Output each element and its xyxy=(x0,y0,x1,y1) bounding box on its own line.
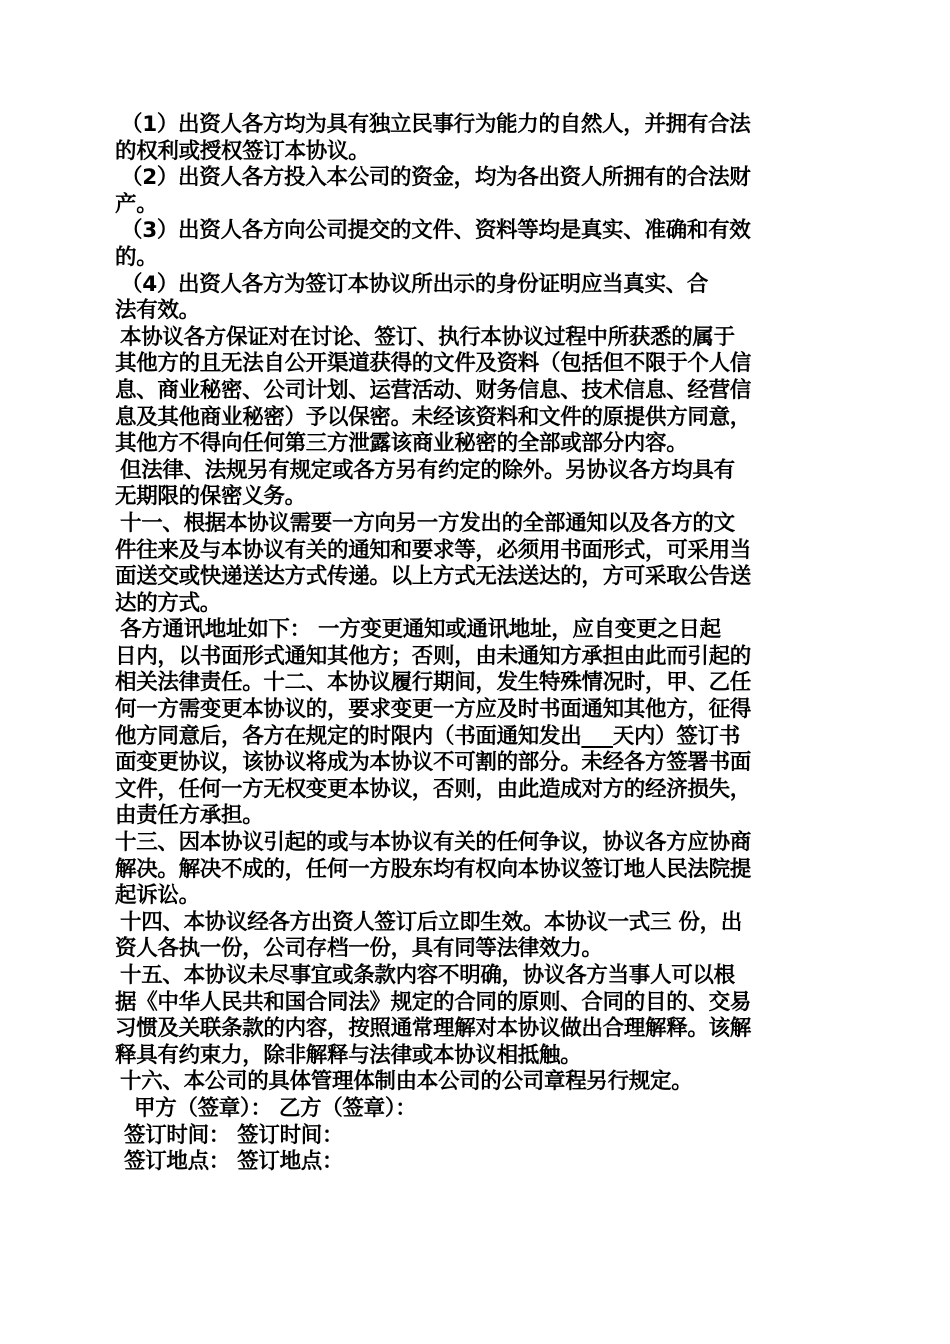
text-line: 解决。解决不成的，任何一方股东均有权向本协议签订地人民法院提 xyxy=(115,856,752,882)
text-line: 面变更协议，该协议将成为本协议不可割的部分。未经各方签署书面 xyxy=(115,750,752,776)
text-line: 十四、本协议经各方出资人签订后立即生效。本协议一式三 份，出 xyxy=(120,909,742,935)
text-line: 各方通讯地址如下： 一方变更通知或通讯地址，应自变更之日起 xyxy=(120,617,721,643)
text-line: 达的方式。 xyxy=(115,590,222,616)
text-line: 面送交或快递送达方式传递。以上方式无法送达的，方可采取公告送 xyxy=(115,564,752,590)
text-line: 习惯及关联条款的内容，按照通常理解对本协议做出合理解释。该解 xyxy=(115,1016,752,1042)
text-line: 其他方的且无法自公开渠道获得的文件及资料（包括但不限于个人信 xyxy=(115,351,752,377)
text-line: 但法律、法规另有规定或各方另有约定的除外。另协议各方均具有 xyxy=(120,457,735,483)
text-line: 息、商业秘密、公司计划、运营活动、财务信息、技术信息、经营信 xyxy=(115,377,752,403)
text-line: 法有效。 xyxy=(115,298,200,324)
text-line: 由责任方承担。 xyxy=(115,803,264,829)
text-line: 他方同意后，各方在规定的时限内（书面通知发出___天内）签订书 xyxy=(115,723,740,749)
text-line: 据《中华人民共和国合同法》规定的合同的原则、合同的目的、交易 xyxy=(115,989,752,1015)
text-line: 其他方不得向任何第三方泄露该商业秘密的全部或部分内容。 xyxy=(115,431,688,457)
text-line: 起诉讼。 xyxy=(115,883,200,909)
text-line: 产。 xyxy=(115,191,158,217)
text-line: 件往来及与本协议有关的通知和要求等，必须用书面形式，可采用当 xyxy=(115,537,752,563)
text-line: 文件，任何一方无权变更本协议，否则，由此造成对方的经济损失， xyxy=(115,776,752,802)
text-line: 本协议各方保证对在讨论、签订、执行本协议过程中所获悉的属于 xyxy=(120,324,735,350)
text-line: 十三、因本协议引起的或与本协议有关的任何争议，协议各方应协商 xyxy=(115,830,752,856)
text-line: （3）出资人各方向公司提交的文件、资料等均是真实、准确和有效 xyxy=(121,218,751,244)
text-line: 资人各执一份，公司存档一份，具有同等法律效力。 xyxy=(115,936,603,962)
text-line: 何一方需变更本协议的，要求变更一方应及时书面通知其他方，征得 xyxy=(115,697,752,723)
text-line: （4）出资人各方为签订本协议所出示的身份证明应当真实、合 xyxy=(121,271,709,297)
signature-date-line: 签订时间： 签订时间： xyxy=(124,1122,344,1148)
document-body xyxy=(115,112,837,1176)
text-line: 十一、根据本协议需要一方向另一方发出的全部通知以及各方的文 xyxy=(120,510,735,536)
text-line: 相关法律责任。十二、本协议履行期间，发生特殊情况时，甲、乙任 xyxy=(115,670,752,696)
text-line: 十五、本协议未尽事宜或条款内容不明确，协议各方当事人可以根 xyxy=(120,963,735,988)
text-line: 释具有约束力，除非解释与法律或本协议相抵触。 xyxy=(115,1042,582,1068)
text-line: 日内，以书面形式通知其他方；否则，由未通知方承担由此而引起的 xyxy=(115,643,752,669)
signature-party-line: 甲方（签章）： 乙方（签章）： xyxy=(134,1095,417,1121)
text-line: 的权利或授权签订本协议。 xyxy=(115,138,370,164)
text-line: 息及其他商业秘密）予以保密。未经该资料和文件的原提供方同意， xyxy=(115,404,752,430)
text-line: 十六、本公司的具体管理体制由本公司的公司章程另行规定。 xyxy=(120,1069,693,1095)
text-line: 的。 xyxy=(115,244,158,270)
text-line: 无期限的保密义务。 xyxy=(115,484,306,510)
text-line: （2）出资人各方投入本公司的资金，均为各出资人所拥有的合法财 xyxy=(121,165,751,191)
signature-place-line: 签订地点： 签订地点： xyxy=(124,1149,344,1175)
text-line: （1）出资人各方均为具有独立民事行为能力的自然人，并拥有合法 xyxy=(121,112,751,137)
